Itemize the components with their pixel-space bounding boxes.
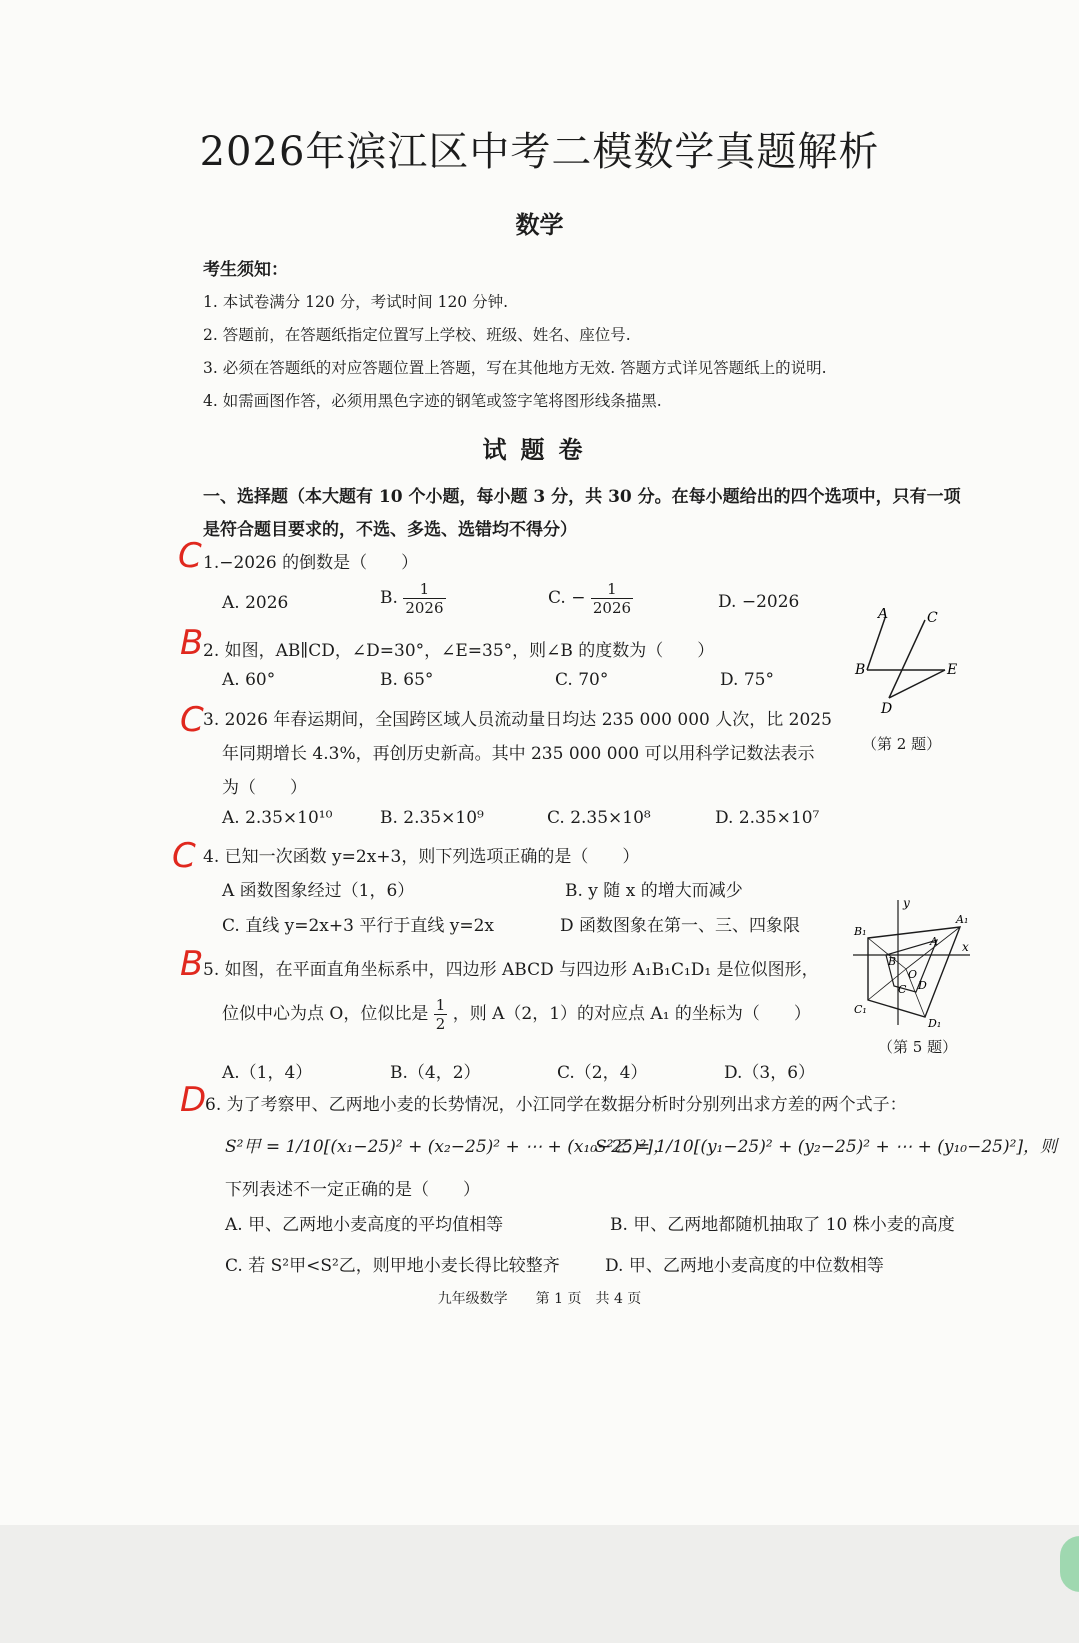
notice-heading: 考生须知： (203, 260, 288, 280)
q5-line2-prefix: 位似中心为点 O，位似比是 (222, 1004, 429, 1024)
q5-caption: （第 5 题） (878, 1038, 958, 1056)
q4-stem: 4. 已知一次函数 y=2x+3，则下列选项正确的是（ ） (203, 847, 640, 867)
q4-answer-mark: C (172, 836, 196, 876)
q1-option-d: D. −2026 (718, 592, 800, 612)
q2-option-d: D. 75° (720, 670, 774, 690)
q2-option-b: B. 65° (380, 670, 434, 690)
label-c1: C₁ (854, 1003, 867, 1016)
label-x: x (962, 940, 969, 954)
q2-option-a: A. 60° (222, 670, 276, 690)
q2-caption: （第 2 题） (862, 735, 942, 753)
label-a: A (930, 935, 938, 948)
q4-option-d: D 函数图象在第一、三、四象限 (560, 916, 801, 936)
notice-item: 2. 答题前，在答题纸指定位置写上学校、班级、姓名、座位号. (203, 326, 631, 344)
floating-chat-bubble[interactable] (1060, 1536, 1079, 1592)
q2-figure (845, 608, 965, 723)
label-b1: B₁ (854, 925, 867, 938)
q1-option-c-fraction: $\frac{1}{2026}$ (592, 580, 632, 617)
q6-option-b: B. 甲、乙两地都随机抽取了 10 株小麦的高度 (610, 1215, 955, 1235)
notice-item: 1. 本试卷满分 120 分，考试时间 120 分钟. (203, 293, 509, 311)
label-c: C (898, 983, 907, 996)
q3-option-c: C. 2.35×10⁸ (547, 808, 651, 828)
q6-formula-yi: S²乙 = 1/10[(y₁−25)² + (y₂−25)² + ⋯ + (y₁₀−25)²]，则 (595, 1137, 1058, 1157)
label-a1: A₁ (956, 913, 969, 926)
notice-item: 4. 如需画图作答，必须用黑色字迹的钢笔或签字笔将图形线条描黑. (203, 392, 662, 410)
q6-option-c: C. 若 S²甲<S²乙，则甲地小麦长得比较整齐 (225, 1256, 560, 1276)
q5-answer-mark: B (180, 944, 204, 984)
q5-option-c: C.（2，4） (557, 1063, 648, 1083)
q6-stem: 6. 为了考察甲、乙两地小麦的长势情况，小江同学在数据分析时分别列出求方差的两个式子： (205, 1095, 907, 1115)
q6-line3: 下列表述不一定正确的是（ ） (225, 1180, 480, 1200)
label-b: B (855, 662, 866, 678)
label-c: C (927, 610, 938, 626)
q4-option-a: A 函数图象经过（1，6） (222, 881, 415, 901)
q6-option-a: A. 甲、乙两地小麦高度的平均值相等 (225, 1215, 504, 1235)
q5-ratio-fraction: $\frac{1}{2}$ (435, 996, 446, 1033)
label-y: y (903, 896, 910, 910)
label-a: A (878, 608, 889, 622)
q6-answer-mark: D (180, 1080, 207, 1120)
q3-answer-mark: C (180, 700, 204, 740)
q3-line1: 3. 2026 年春运期间，全国跨区域人员流动量日均达 235 000 000 人次，比 2025 (203, 710, 832, 730)
q5-option-a: A.（1，4） (222, 1063, 313, 1083)
line-de (889, 670, 945, 698)
q6-option-d: D. 甲、乙两地小麦高度的中位数相等 (605, 1256, 884, 1276)
q5-option-d: D.（3，6） (724, 1063, 816, 1083)
section-heading-line2: 是符合题目要求的，不选、多选、选错均不得分） (203, 520, 577, 540)
label-e: E (947, 662, 958, 678)
label-d: D (918, 979, 927, 992)
q1-option-a: A. 2026 (222, 593, 289, 613)
q2-stem: 2. 如图，AB∥CD，∠D=30°，∠E=35°，则∠B 的度数为（ ） (203, 641, 715, 661)
q6-formula-jia: S²甲 = 1/10[(x₁−25)² + (x₂−25)² + ⋯ + (x₁₀−25)²]， (225, 1137, 670, 1157)
q4-option-b: B. y 随 x 的增大而减少 (565, 881, 743, 901)
q1-option-c-prefix: C. − (548, 588, 586, 608)
q1-option-b-prefix: B. (380, 588, 398, 608)
q3-option-d: D. 2.35×10⁷ (715, 808, 820, 828)
q5-figure (848, 895, 973, 1030)
paper-title: 试题卷 (482, 435, 597, 464)
label-d: D (881, 701, 893, 717)
q5-option-b: B.（4，2） (390, 1063, 481, 1083)
q1-option-b-fraction: $\frac{1}{2026}$ (405, 580, 444, 617)
subject-heading: 数学 (515, 210, 564, 239)
q1-answer-mark: C (178, 536, 202, 576)
line-cd (889, 620, 925, 698)
page-footer: 九年级数学 第 1 页 共 4 页 (437, 1291, 642, 1307)
q3-option-b: B. 2.35×10⁹ (380, 808, 484, 828)
q4-option-c: C. 直线 y=2x+3 平行于直线 y=2x (222, 916, 494, 936)
q5-line2 (222, 996, 811, 1033)
q5-line2-suffix: ，则 A（2，1）的对应点 A₁ 的坐标为（ ） (452, 1004, 811, 1024)
label-b: B (888, 955, 897, 968)
q2-option-c: C. 70° (555, 670, 609, 690)
q2-answer-mark: B (180, 623, 204, 663)
section-heading-line1: 一、选择题（本大题有 10 个小题，每小题 3 分，共 30 分。在每小题给出的四个选项中，只有一项 (203, 487, 961, 507)
notice-item: 3. 必须在答题纸的对应答题位置上答题，写在其他地方无效. 答题方式详见答题纸上的说明. (203, 359, 827, 377)
q1-stem: 1.−2026 的倒数是（ ） (203, 553, 419, 573)
background-strip (0, 1525, 1079, 1643)
label-d1: D₁ (928, 1017, 942, 1030)
line-ab (867, 618, 885, 670)
document-title: 2026年滨江区中考二模数学真题解析 (199, 129, 880, 175)
label-o: O (908, 968, 918, 981)
q5-line1: 5. 如图，在平面直角坐标系中，四边形 ABCD 与四边形 A₁B₁C₁D₁ 是位似图形， (203, 960, 819, 980)
q3-option-a: A. 2.35×10¹⁰ (222, 808, 333, 828)
ray-ob1 (868, 938, 906, 969)
q3-line3: 为（ ） (222, 778, 307, 798)
q3-line2: 年同期增长 4.3%，再创历史新高。其中 235 000 000 可以用科学记数法表示 (222, 744, 815, 764)
q1-option-b (380, 580, 446, 617)
q1-option-c (548, 580, 633, 617)
